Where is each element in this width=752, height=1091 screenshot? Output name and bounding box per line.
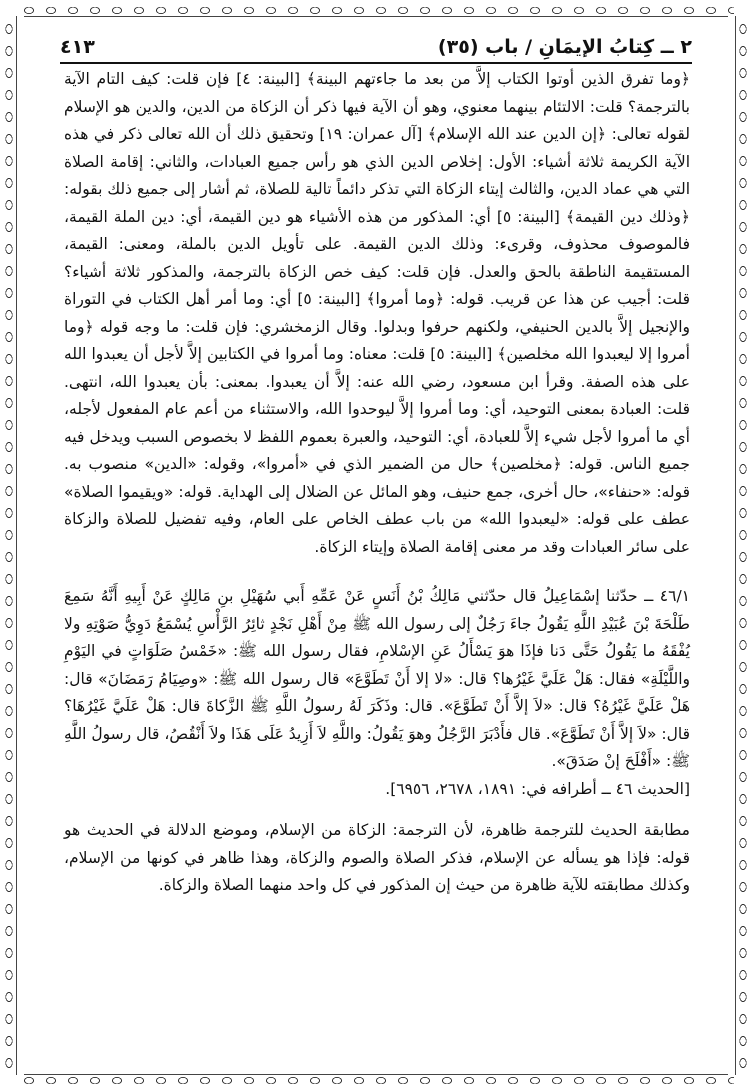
- page-header: [60, 32, 692, 64]
- commentary-after-paragraph: مطابقة الحديث للترجمة ظاهرة، لأن الترجمة: الزكاة من الإسلام، وموضع الدلالة في الحديث هو قوله: فإذا هو يسأله عن الإسلام، فذكر الصلاة والصوم والزكاة، وهذا ظاهر في كونها من الإسلام، وكذلك مطابقته للآية ظاهرة من حيث إن المذكور في كل واحد منهما الصلاة والزكاة.: [64, 821, 690, 894]
- hadith-text: ٤٦/١ ــ حدّثنا إسْمَاعِيلُ قال حدّثني مَالِكُ بْنُ أَنَسٍ عَنْ عَمِّهِ أَبي سُهَيْلِ بنِ مَالِكٍ عَنْ أَبِيهِ أَنَّهُ سَمِعَ طَلْحَةَ بْنَ عُبَيْدِ اللَّهِ يَقُولُ جاءَ رَجُلٌ إلى رسول الله ﷺ مِنْ أَهْلِ نَجْدٍ ثائِرُ الرَّأْسِ يُسْمَعُ دَوِيُّ صَوْتِهِ ولا يُفْقَهُ ما يَقُولُ حَتَّى دَنا فإذَا هوَ يَسْأَلُ عَنِ الإسْلامِ، فقال رسول الله ﷺ: «خَمْسُ صَلَوَاتٍ في اليَوْمِ واللَّيْلَةِ» فقال: هَلْ عَلَيَّ غَيْرُها؟ قال: «لا إلا أَنْ تَطَوَّعَ» قال رسول الله ﷺ: «وصِيَامُ رَمَضَانَ» قال: هَلْ عَلَيَّ غَيْرُهُ؟ قال: «لاَ إلاَّ أَنْ تَطَوَّعَ». قال: وذَكَرَ لَهُ رسولُ اللَّهِ ﷺ الزَّكاةَ قال: هَلْ عَلَيَّ غَيْرُهَا؟ قال: «لاَ إلاَّ أَنْ تَطَوَّعَ». قال فأَدْبَرَ الرَّجُلُ وهوَ يَقُولُ: واللَّهِ لاَ أَزِيدُ عَلَى هَذَا ولاَ أَنْقُصُ، قال رسولُ اللَّهِ ﷺ: «أَفْلَحَ إنْ صَدَقَ».: [64, 587, 690, 770]
- hadith-reference: [الحديث ٤٦ ــ أطرافه في: ١٨٩١، ٢٦٧٨، ٦٩٥٦].: [385, 779, 690, 798]
- ornamental-border-right: [736, 18, 750, 1073]
- ornamental-border-left: [2, 18, 16, 1073]
- border-rule-right: [735, 16, 736, 1075]
- ornamental-border-top: [18, 2, 734, 16]
- page-number: ٤١٣: [60, 36, 95, 58]
- running-title: ٢ ــ كِتابُ الإيمَانِ / باب (٣٥): [437, 36, 692, 58]
- border-rule-top: [24, 16, 728, 17]
- ornamental-border-bottom: [18, 1075, 734, 1089]
- page-body: [64, 66, 690, 900]
- commentary-paragraph: ﴿وما تفرق الذين أوتوا الكتاب إلاَّ من بعد ما جاءتهم البينة﴾ [البينة: ٤] فإن قلت: كيف التام الآية بالترجمة؟ قلت: الالتئام بينهما معنوي، وهو أن الآية فيها ذكر أن الزكاة من الدين، والدين هو الإسلام لقوله تعالى: ﴿إن الدين عند الله الإسلام﴾ [آل عمران: ١٩] وتحقيق ذلك أن الله تعالى ذكر في هذه الآية الكريمة ثلاثة أشياء: الأول: إخلاص الدين الذي هو رأس جميع العبادات، والثاني: إقامة الصلاة التي هي عماد الدين، والثالث إيتاء الزكاة التي تذكر دائماً تالية للصلاة، ثم أشار إلى جميع ذلك بقوله: ﴿وذلك دين القيمة﴾ [البينة: ٥] أي: المذكور من هذه الأشياء هو دين القيمة، أي: دين الملة القيمة، فالموصوف محذوف، وقرىء: وذلك الدين القيمة. على تأويل الدين بالملة، ومعنى: القيمة، المستقيمة الناطقة بالحق والعدل. فإن قلت: كيف خص الزكاة بالترجمة، والمذكور ثلاثة أشياء؟ قلت: أجيب عن هذا عن قريب. قوله: ﴿وما أمروا﴾ [البينة: ٥] أي: وما أمر أهل الكتاب في التوراة والإنجيل إلاَّ بالدين الحنيفي، ولكنهم حرفوا وبدلوا. وقال الزمخشري: فإن قلت: ما وجه قوله ﴿وما أمروا إلا ليعبدوا الله مخلصين﴾ [البينة: ٥] قلت: معناه: وما أمروا في الكتابين إلاَّ لأجل أن يعبدوا الله على هذه الصفة. وقرأ ابن مسعود، رضي الله عنه: إلاَّ أن يعبدوا. بمعنى: بأن يعبدوا الله، انتهى. قلت: العبادة بمعنى التوحيد، أي: وما أمروا إلاَّ ليوحدوا الله، والاستثناء من أعم عام المفعول لأجله، أي ما أمروا لأجل شيء إلاَّ للعبادة، أي: التوحيد، والعبرة بعموم اللفظ لا بخصوص السبب ويدخل فيه جميع الناس. قوله: ﴿مخلصين﴾ حال من الضمير الذي في «أمروا»، وقوله: «الدين» منصوب به. قوله: «حنفاء»، حال أخرى، جمع حنيف، وهو المائل عن الضلال إلى الهداية. قوله: «ويقيموا الصلاة» عطف على قوله: «ليعبدوا الله» من باب عطف الخاص على العام، وفيه تفضيل للصلاة والزكاة على سائر العبادات وقد مر معنى إقامة الصلاة وإيتاء الزكاة.: [64, 70, 691, 556]
- section-spacer: [64, 561, 690, 583]
- border-rule-left: [16, 16, 17, 1075]
- border-rule-bottom: [24, 1074, 728, 1075]
